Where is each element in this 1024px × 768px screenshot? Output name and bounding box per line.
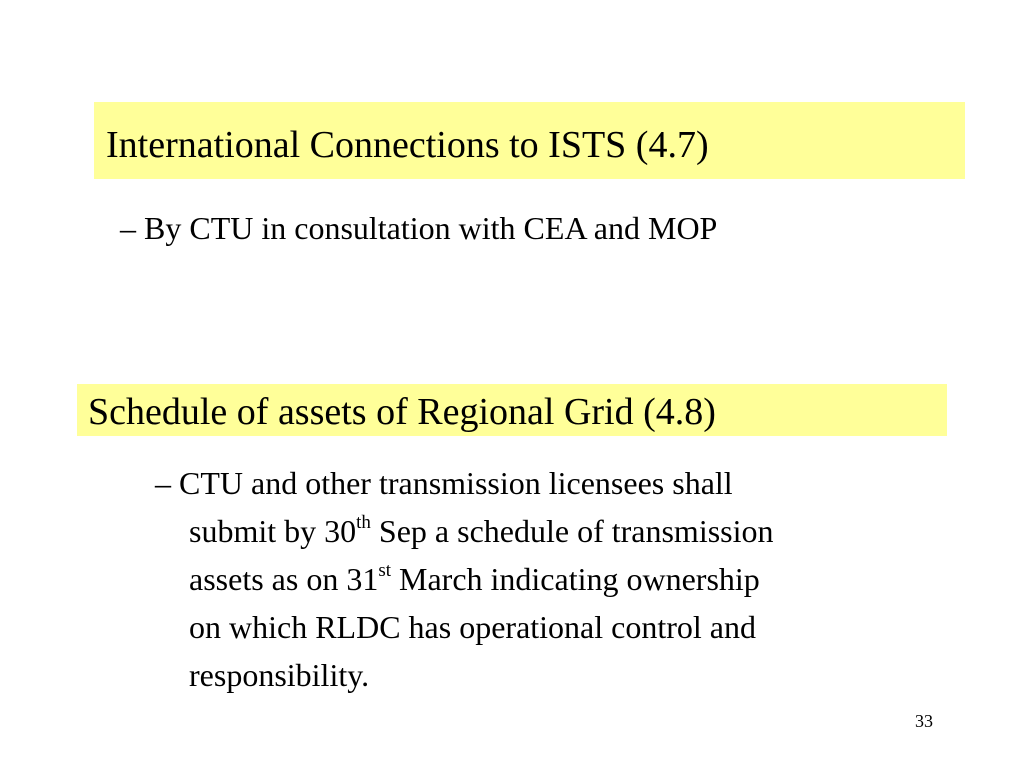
ordinal-suffix: st [378,560,391,581]
bullet-line: responsibility. [189,657,370,693]
section-heading-text: Schedule of assets of Regional Grid (4.8) [88,391,716,433]
section-heading-international-connections [94,102,965,179]
bullet-line [155,560,935,611]
bullet-text: March indicating ownership [391,561,760,597]
bullet-text: submit by 30 [189,513,357,549]
ordinal-suffix: th [356,512,371,533]
bullet-text: Sep a schedule of transmission [370,513,774,549]
bullet-point [155,467,935,707]
bullet-line: on which RLDC has operational control and [189,609,756,645]
section-heading-text: International Connections to ISTS (4.7) [106,124,709,166]
section-heading-schedule-of-assets [77,384,947,436]
bullet-line: – CTU and other transmission licensees shall [155,465,733,501]
bullet-line [155,512,935,563]
bullet-point: – By CTU in consultation with CEA and MOP [120,210,718,246]
bullet-text: assets as on 31 [189,561,379,597]
page-number: 33 [915,711,933,731]
